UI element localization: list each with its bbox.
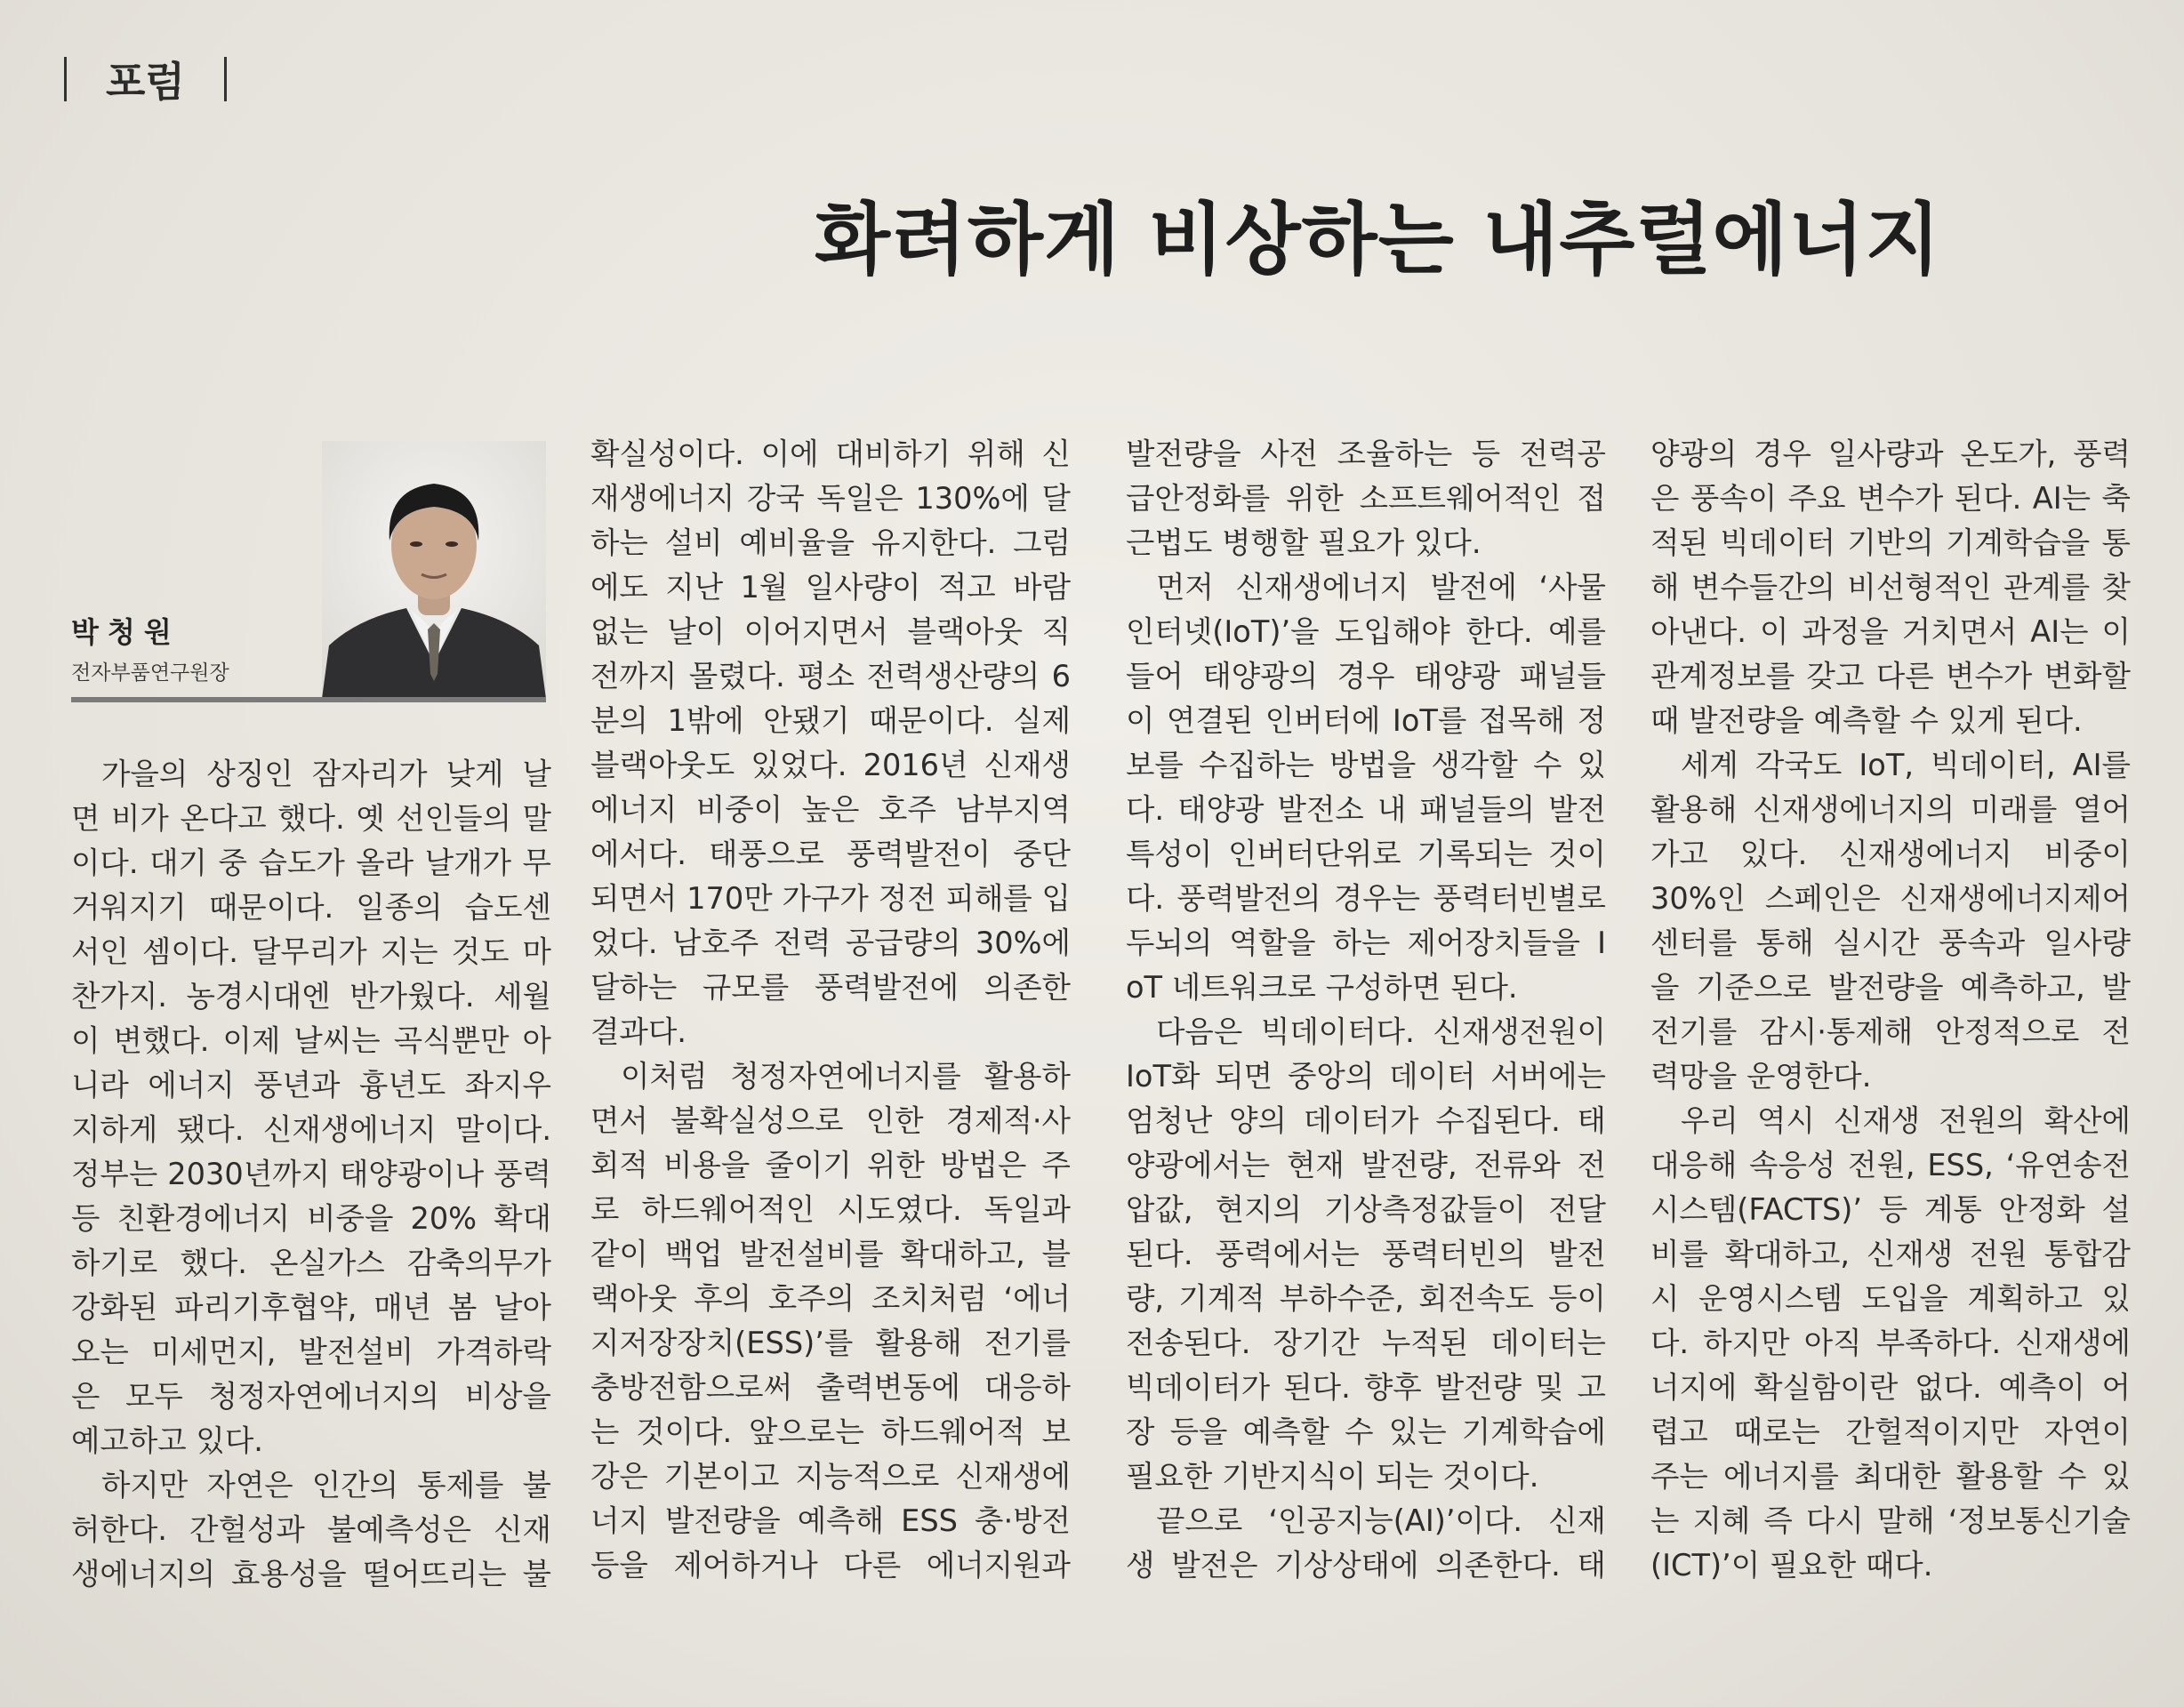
article-line: 로 하드웨어적인 시도였다. 독일과 [590,1192,1071,1227]
article-line: 블랙아웃도 있었다. 2016년 신재생 [590,748,1071,782]
article-line: 랙아웃 후의 호주의 조치처럼 ‘에너 [590,1281,1071,1316]
article-line: 양광에서는 현재 발전량, 전류와 전 [1126,1148,1606,1182]
article-line: 는 것이다. 앞으로는 하드웨어적 보 [590,1414,1071,1449]
article-line: 특성이 인버터단위로 기록되는 것이 [1126,837,1606,871]
article-line: 생에너지의 효용성을 떨어뜨리는 불 [71,1557,551,1591]
article-line: 30%인 스페인은 신재생에너지제어 [1650,881,2131,916]
article-line: 강은 기본이고 지능적으로 신재생에 [590,1459,1071,1494]
article-line: 이다. 대기 중 습도가 올라 날개가 무 [71,845,551,880]
article-line: 분의 1밖에 안됐기 때문이다. 실제 [590,703,1071,738]
section-label [64,50,227,108]
article-line: 다. 풍력발전의 경우는 풍력터빈별로 [1126,881,1606,916]
article-line: 을 기준으로 발전량을 예측하고, 발 [1650,970,2131,1005]
article-line: 시스템(FACTS)’ 등 계통 안정화 설 [1650,1192,2131,1227]
article-line: 하기로 했다. 온실가스 감축의무가 [71,1246,551,1280]
article-line: 아낸다. 이 과정을 거치면서 AI는 이 [1650,614,2131,649]
article-line: 전까지 몰렸다. 평소 전력생산량의 6 [590,659,1071,693]
article-line: 가을의 상징인 잠자리가 낮게 날 [101,757,551,791]
article-line: 서인 셈이다. 달무리가 지는 것도 마 [71,934,551,969]
article-line: 에서다. 태풍으로 풍력발전이 중단 [590,837,1071,871]
article-line: 찬가지. 농경시대엔 반가웠다. 세월 [71,979,551,1014]
article-line: 는 지혜 즉 다시 말해 ‘정보통신기술 [1650,1503,2131,1538]
article-line: 이 연결된 인버터에 IoT를 접목해 정 [1126,703,1606,738]
article-line: 렵고 때로는 간헐적이지만 자연이 [1650,1414,2131,1449]
article-line: 회적 비용을 줄이기 위한 방법은 주 [590,1148,1071,1182]
article-column-4 [1650,432,2131,1588]
article-line: 발전량을 사전 조율하는 등 전력공 [1126,437,1606,471]
article-line: 등 친환경에너지 비중을 20% 확대 [71,1201,551,1236]
article-line: 활용해 신재생에너지의 미래를 열어 [1650,792,2131,827]
article-line: 전기를 감시·통제해 안정적으로 전 [1650,1014,2131,1049]
article-line: 필요한 기반지식이 되는 것이다. [1126,1459,1539,1494]
author-name: 박청원 [71,615,181,649]
article-line: 지저장장치(ESS)’를 활용해 전기를 [590,1326,1071,1360]
article-line: 다. 하지만 아직 부족하다. 신재생에 [1650,1326,2131,1360]
article-line: 하는 설비 예비율을 유지한다. 그럼 [590,525,1071,560]
article-line: 강화된 파리기후협약, 매년 봄 날아 [71,1290,551,1325]
article-line: 지하게 됐다. 신재생에너지 말이다. [71,1112,551,1147]
article-line: 끝으로 ‘인공지능(AI)’이다. 신재 [1156,1503,1606,1538]
article-line: 센터를 통해 실시간 풍속과 일사량 [1650,926,2131,960]
article-line: 하지만 자연은 인간의 통제를 불 [101,1468,551,1503]
article-line: 달하는 규모를 풍력발전에 의존한 [590,970,1071,1005]
article-line: 재생에너지 강국 독일은 130%에 달 [590,481,1071,516]
article-line: IoT화 되면 중앙의 데이터 서버에는 [1126,1059,1606,1094]
article-line: 압값, 현지의 기상측정값들이 전달 [1126,1192,1606,1227]
section-divider-left [64,57,67,101]
article-line: 등을 제어하거나 다른 에너지원과 [590,1548,1071,1583]
article-line: 우리 역시 신재생 전원의 확산에 [1681,1103,2131,1138]
article-line: 력망을 운영한다. [1650,1059,1872,1094]
article-line: 주는 에너지를 최대한 활용할 수 있 [1650,1459,2131,1494]
article-line: 없는 날이 이어지면서 블랙아웃 직 [590,614,1071,649]
author-photo [322,441,546,699]
article-line: 은 모두 청정자연에너지의 비상을 [71,1379,551,1414]
article-column-3 [1126,432,1606,1588]
article-line: 된다. 풍력에서는 풍력터빈의 발전 [1126,1237,1606,1271]
article-line: 니라 에너지 풍년과 흉년도 좌지우 [71,1068,551,1102]
article-line: 은 풍속이 주요 변수가 된다. AI는 축 [1650,481,2131,516]
article-line: oT 네트워크로 구성하면 된다. [1126,970,1518,1005]
article-line: 양광의 경우 일사량과 온도가, 풍력 [1650,437,2131,471]
article-line: 가고 있다. 신재생에너지 비중이 [1650,837,2131,871]
article-line: 비를 확대하고, 신재생 전원 통합감 [1650,1237,2131,1271]
article-line: 인터넷(IoT)’을 도입해야 한다. 예를 [1126,614,1606,649]
article-line: 허한다. 간헐성과 불예측성은 신재 [71,1512,551,1547]
article-line: 근법도 병행할 필요가 있다. [1126,525,1481,560]
headline: 화려하게 비상하는 내추럴에너지 [815,194,1942,285]
article-line: 급안정화를 위한 소프트웨어적인 접 [1126,481,1606,516]
author-title: 전자부품연구원장 [71,661,229,685]
article-line: 이 변했다. 이제 날씨는 곡식뿐만 아 [71,1023,551,1058]
article-line: 거워지기 때문이다. 일종의 습도센 [71,890,551,925]
article-line: 세계 각국도 IoT, 빅데이터, AI를 [1681,748,2131,782]
article-line: 시 운영시스템 도입을 계획하고 있 [1650,1281,2131,1316]
section-divider-right [224,57,227,101]
article-column-2 [590,432,1071,1588]
article-line: 너지 발전량을 예측해 ESS 충·방전 [590,1503,1071,1538]
article-line: 확실성이다. 이에 대비하기 위해 신 [590,437,1071,471]
article-line: 같이 백업 발전설비를 확대하고, 블 [590,1237,1071,1271]
article-line: 관계정보를 갖고 다른 변수가 변화할 [1650,659,2131,693]
article-column-1 [71,752,551,1597]
article-line: 때 발전량을 예측할 수 있게 된다. [1650,703,2083,738]
article-line: 면 비가 온다고 했다. 옛 선인들의 말 [71,801,551,836]
article-line: 적된 빅데이터 기반의 기계학습을 통 [1650,525,2131,560]
article-line: 이처럼 청정자연에너지를 활용하 [621,1059,1071,1094]
article-line: 량, 기계적 부하수준, 회전속도 등이 [1126,1281,1606,1316]
article-line: 해 변수들간의 비선형적인 관계를 찾 [1650,570,2131,605]
article-line: 장 등을 예측할 수 있는 기계학습에 [1126,1414,1606,1449]
article-line: 먼저 신재생에너지 발전에 ‘사물 [1156,570,1606,605]
article-line: 대응해 속응성 전원, ESS, ‘유연송전 [1650,1148,2131,1182]
article-line: 두뇌의 역할을 하는 제어장치들을 I [1126,926,1606,960]
article-line: 전송된다. 장기간 누적된 데이터는 [1126,1326,1606,1360]
article-line: 너지에 확실함이란 없다. 예측이 어 [1650,1370,2131,1405]
article-line: 다. 태양광 발전소 내 패널들의 발전 [1126,792,1606,827]
article-line: 정부는 2030년까지 태양광이나 풍력 [71,1157,551,1191]
article-line: 오는 미세먼지, 발전설비 가격하락 [71,1334,551,1369]
article-line: (ICT)’이 필요한 때다. [1650,1548,1933,1583]
article-line: 생 발전은 기상상태에 의존한다. 태 [1126,1548,1606,1583]
article-line: 충방전함으로써 출력변동에 대응하 [590,1370,1071,1405]
article-line: 예고하고 있다. [71,1423,263,1458]
article-line: 보를 수집하는 방법을 생각할 수 있 [1126,748,1606,782]
section-label-text: 포럼 [106,58,185,106]
article-line: 엄청난 양의 데이터가 수집된다. 태 [1126,1103,1606,1138]
article-line: 에너지 비중이 높은 호주 남부지역 [590,792,1071,827]
article-line: 빅데이터가 된다. 향후 발전량 및 고 [1126,1370,1606,1405]
article-line: 결과다. [590,1014,687,1049]
article-line: 들어 태양광의 경우 태양광 패널들 [1126,659,1606,693]
article-line: 다음은 빅데이터다. 신재생전원이 [1156,1014,1606,1049]
article-line: 에도 지난 1월 일사량이 적고 바람 [590,570,1071,605]
article-line: 되면서 170만 가구가 정전 피해를 입 [590,881,1071,916]
article-line: 면서 불확실성으로 인한 경제적·사 [590,1103,1071,1138]
article-line: 었다. 남호주 전력 공급량의 30%에 [590,926,1071,960]
author-rule [71,697,546,702]
